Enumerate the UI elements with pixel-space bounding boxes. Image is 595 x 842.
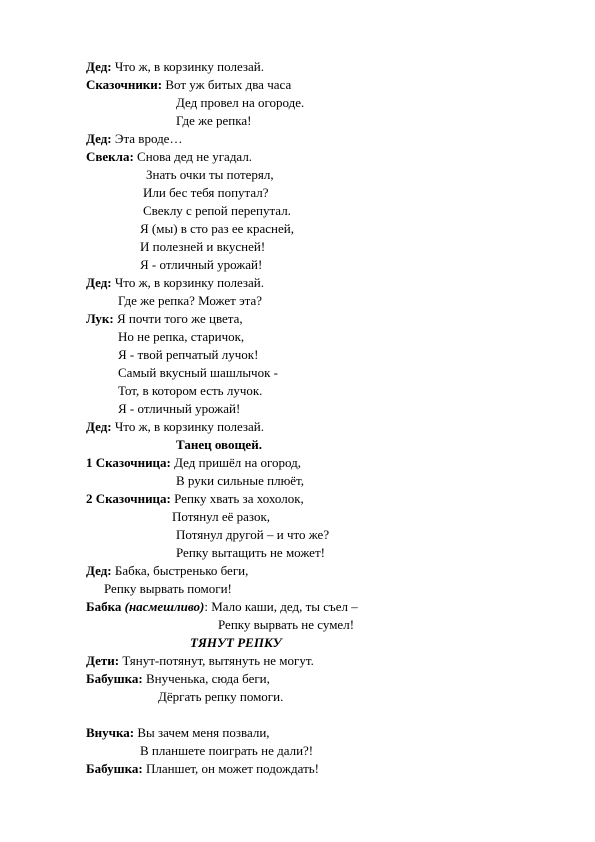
line-text: Репку вырвать не сумел! <box>218 617 355 632</box>
script-line <box>143 185 269 201</box>
script-line <box>176 113 251 129</box>
line-text: Дед пришёл на огород, <box>170 455 302 470</box>
script-line <box>86 671 270 687</box>
speaker-name: 1 Сказочница: <box>86 455 171 470</box>
script-line <box>118 365 278 381</box>
script-line <box>158 689 283 705</box>
line-text: Что ж, в корзинку полезай. <box>111 59 264 74</box>
script-line <box>140 257 262 273</box>
line-text: Репку вырвать помоги! <box>104 581 232 596</box>
stage-direction <box>176 437 262 453</box>
line-text: Эта вроде… <box>111 131 183 146</box>
line-text: Самый вкусный шашлычок - <box>118 365 278 380</box>
script-line <box>140 743 313 759</box>
line-text: Я - отличный урожай! <box>140 257 263 272</box>
script-line <box>118 347 258 363</box>
speaker-name: Свекла: <box>86 149 134 164</box>
line-text: Но не репка, старичок, <box>118 329 245 344</box>
script-line <box>86 149 252 165</box>
speaker-name: Дед: <box>86 275 112 290</box>
script-line <box>140 221 294 237</box>
line-text: : Мало каши, дед, ты съел – <box>204 599 358 614</box>
line-text: Я - отличный урожай! <box>118 401 241 416</box>
line-text: Вот уж битых два часа <box>162 77 292 92</box>
speaker-name: Лук: <box>86 311 114 326</box>
speaker-name: 2 Сказочница: <box>86 491 171 506</box>
line-text: Я почти того же цвета, <box>113 311 243 326</box>
speaker-name: Дед: <box>86 59 112 74</box>
line-text: Бабка, быстренько беги, <box>111 563 249 578</box>
script-line <box>86 419 264 435</box>
script-line <box>176 545 325 561</box>
script-line <box>118 383 262 399</box>
script-line <box>86 455 301 471</box>
script-line <box>218 617 354 633</box>
line-text: Снова дед не угадал. <box>133 149 253 164</box>
line-text: Потянул её разок, <box>172 509 271 524</box>
line-text: В руки сильные плюёт, <box>176 473 305 488</box>
line-text: Что ж, в корзинку полезай. <box>111 419 264 434</box>
script-line <box>86 599 358 615</box>
script-line <box>146 167 274 183</box>
line-text: Дед провел на огороде. <box>176 95 305 110</box>
speaker-name: Внучка: <box>86 725 135 740</box>
script-line <box>86 491 304 507</box>
line-text: В планшете поиграть не дали?! <box>140 743 314 758</box>
script-line <box>86 59 264 75</box>
line-text: Танец овощей. <box>176 437 262 452</box>
line-text: Тянут-потянут, вытянуть не могут. <box>119 653 314 668</box>
speaker-name: Бабушка: <box>86 761 143 776</box>
speaker-name: Дети: <box>86 653 120 668</box>
script-line <box>86 275 264 291</box>
stage-note: (насмешливо) <box>121 599 205 614</box>
script-line <box>176 527 329 543</box>
line-text: Где же репка? Может эта? <box>118 293 263 308</box>
line-text: Внученька, сюда беги, <box>142 671 270 686</box>
stage-direction <box>190 635 282 651</box>
line-text: Что ж, в корзинку полезай. <box>111 275 264 290</box>
line-text: Где же репка! <box>176 113 252 128</box>
line-text: Или бес тебя попутал? <box>143 185 269 200</box>
line-text: Репку хвать за хохолок, <box>170 491 304 506</box>
script-line <box>172 509 270 525</box>
line-text: И полезней и вкусней! <box>140 239 266 254</box>
line-text: Я (мы) в сто раз ее красней, <box>140 221 294 236</box>
script-line <box>143 203 291 219</box>
script-line <box>118 401 240 417</box>
line-text: Планшет, он может подождать! <box>142 761 320 776</box>
script-line <box>86 311 243 327</box>
line-text: Вы зачем меня позвали, <box>134 725 270 740</box>
speaker-name: Бабка <box>86 599 122 614</box>
script-line <box>86 131 182 147</box>
script-line <box>86 77 291 93</box>
line-text: Потянул другой – и что же? <box>176 527 330 542</box>
line-text: Я - твой репчатый лучок! <box>118 347 259 362</box>
script-line <box>86 725 270 741</box>
script-line <box>86 563 248 579</box>
script-line <box>176 95 304 111</box>
line-text: Свеклу с репой перепутал. <box>143 203 291 218</box>
line-text: Репку вытащить не может! <box>176 545 325 560</box>
line-text: Знать очки ты потерял, <box>146 167 274 182</box>
line-text: ТЯНУТ РЕПКУ <box>190 635 282 650</box>
script-line <box>140 239 265 255</box>
speaker-name: Бабушка: <box>86 671 143 686</box>
speaker-name: Сказочники: <box>86 77 163 92</box>
speaker-name: Дед: <box>86 131 112 146</box>
script-line <box>118 293 262 309</box>
script-line <box>176 473 304 489</box>
script-line <box>104 581 232 597</box>
script-line <box>86 761 319 777</box>
line-text: Дёргать репку помоги. <box>158 689 284 704</box>
script-line <box>86 653 314 669</box>
speaker-name: Дед: <box>86 419 112 434</box>
line-text: Тот, в котором есть лучок. <box>118 383 263 398</box>
script-line <box>118 329 244 345</box>
speaker-name: Дед: <box>86 563 112 578</box>
